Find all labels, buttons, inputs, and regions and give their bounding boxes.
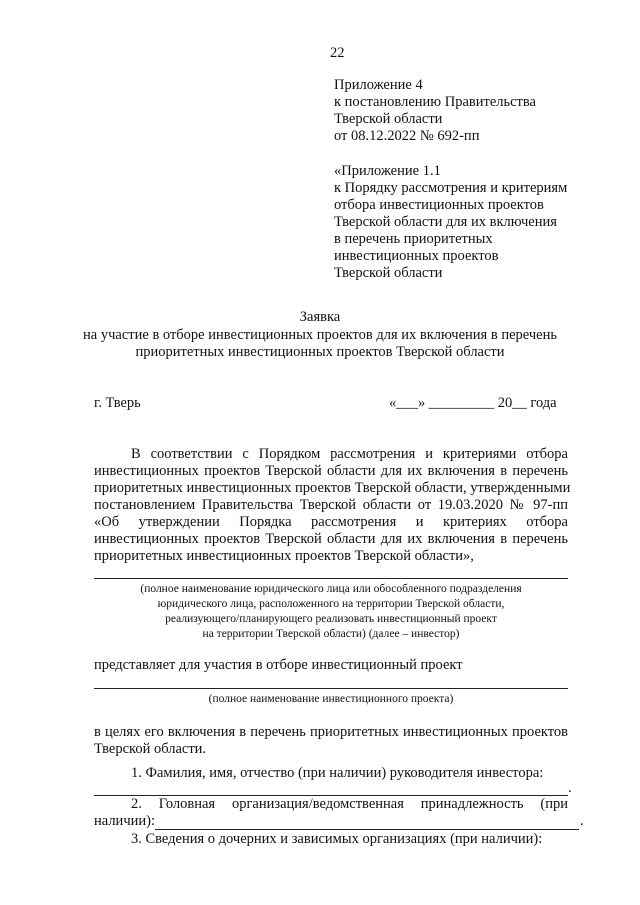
intro-line: приоритетных инвестиционных проектов Тверской области», [94, 548, 474, 564]
item-2-label: 2. Головная организация/ведомственная принадлежность (при [131, 796, 568, 812]
intro-line: В соответствии с Порядком рассмотрения и критериями отбора [131, 446, 568, 462]
item-1-label: 1. Фамилия, имя, отчество (при наличии) руководителя инвестора: [131, 765, 544, 781]
purpose-line: Тверской области. [94, 741, 207, 757]
appendix-1-1-line: в перечень приоритетных [334, 231, 493, 247]
item-2-label-cont: наличии): [94, 813, 155, 829]
item-2-period: . [580, 813, 584, 829]
appendix-4-line: к постановлению Правительства [334, 94, 536, 110]
caption-line: реализующего/планирующего реализовать инвестиционный проект [165, 613, 497, 625]
appendix-1-1-line: Тверской области для их включения [334, 214, 557, 230]
appendix-4-line: от 08.12.2022 № 692-пп [334, 128, 480, 144]
appendix-1-1-line: отбора инвестиционных проектов [334, 197, 544, 213]
project-caption: (полное наименование инвестиционного проекта) [208, 693, 454, 705]
appendix-1-1-line: инвестиционных проектов [334, 248, 499, 264]
caption-line: (полное наименование юридического лица или обособленного подразделения [140, 583, 522, 595]
title-word: Заявка [299, 309, 341, 325]
appendix-4-line: Приложение 4 [334, 77, 423, 93]
purpose-line: в целях его включения в перечень приоритетных инвестиционных проектов [94, 724, 568, 740]
item-2-blank[interactable] [155, 829, 579, 830]
title-line: на участие в отборе инвестиционных проектов для их включения в перечень [83, 327, 557, 343]
caption-line: на территории Тверской области) (далее – инвестор) [202, 628, 460, 640]
intro-line: постановлением Правительства Тверской области от 19.03.2020 № 97-пп [94, 497, 568, 513]
item-3-label: 3. Сведения о дочерних и зависимых организациях (при наличии): [131, 831, 543, 847]
title-line: приоритетных инвестиционных проектов Тверской области [135, 344, 505, 360]
intro-line: «Об утверждении Порядка рассмотрения и критериях отбора [94, 514, 568, 530]
appendix-1-1-line: к Порядку рассмотрения и критериям [334, 180, 568, 196]
intro-line: инвестиционных проектов Тверской области для их включения в перечень [94, 463, 568, 479]
appendix-4-line: Тверской области [334, 111, 443, 127]
project-name-blank[interactable] [94, 688, 568, 689]
intro-line: приоритетных инвестиционных проектов Тверской области, утвержденными [94, 480, 571, 496]
place-label: г. Тверь [94, 395, 141, 411]
intro-line: инвестиционных проектов Тверской области для их включения в перечень [94, 531, 568, 547]
caption-line: юридического лица, расположенного на территории Тверской области, [157, 598, 505, 610]
investor-name-blank[interactable] [94, 578, 568, 579]
presents-text: представляет для участия в отборе инвестиционный проект [94, 657, 463, 673]
item-1-period: . [568, 780, 572, 796]
appendix-1-1-line: «Приложение 1.1 [334, 163, 441, 179]
appendix-1-1-line: Тверской области [334, 265, 443, 281]
date-field: «___» _________ 20__ года [389, 395, 557, 411]
page-number: 22 [330, 45, 345, 61]
